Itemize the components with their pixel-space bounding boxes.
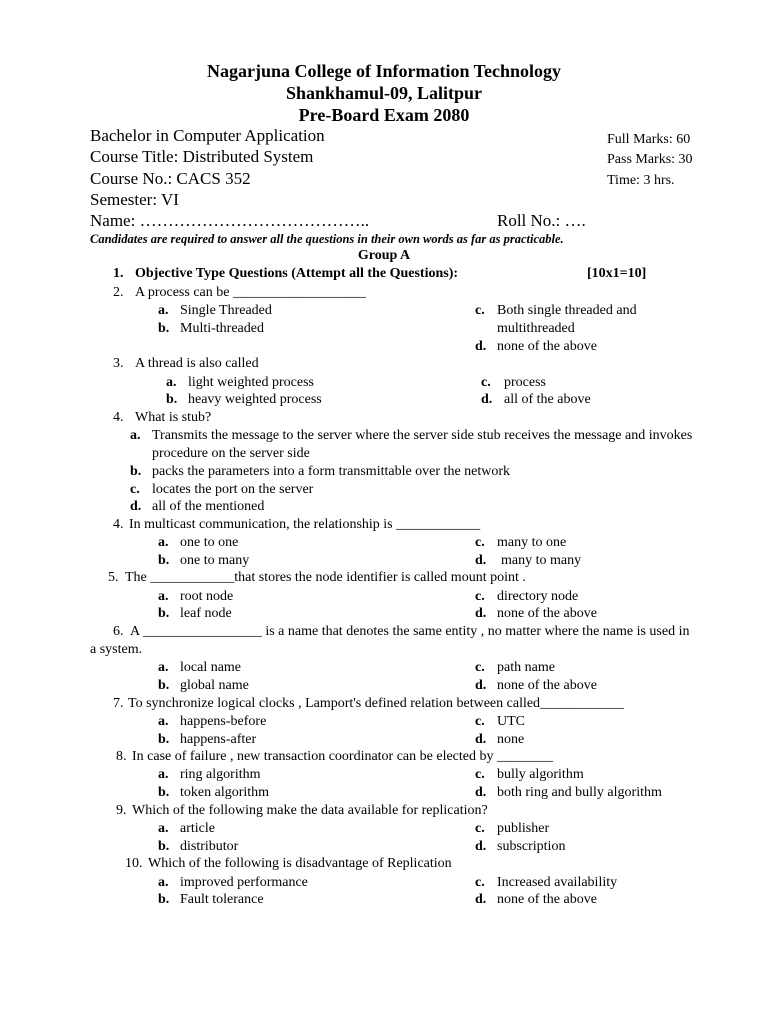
option-label: a. bbox=[158, 535, 169, 550]
option-text: bully algorithm bbox=[497, 767, 584, 782]
option-label: b. bbox=[158, 839, 170, 854]
option-text: Single Threaded bbox=[180, 303, 272, 318]
option-label: a. bbox=[158, 875, 169, 890]
option-label: b. bbox=[166, 392, 178, 407]
course-title: Course Title: Distributed System bbox=[90, 147, 314, 166]
option-label: c. bbox=[475, 303, 485, 318]
option-label: d. bbox=[475, 339, 487, 354]
option-text: article bbox=[180, 821, 215, 836]
question-text: A process can be ___________________ bbox=[135, 285, 366, 300]
option-label: a. bbox=[158, 714, 169, 729]
option-label: a. bbox=[130, 428, 141, 443]
course-number: Course No.: CACS 352 bbox=[90, 169, 251, 188]
option-label: d. bbox=[130, 499, 142, 514]
option-label: d. bbox=[475, 606, 487, 621]
option-text: packs the parameters into a form transmittable over the network bbox=[152, 464, 511, 479]
college-address: Shankhamul-09, Lalitpur bbox=[285, 83, 483, 103]
exam-time: Time: 3 hrs. bbox=[607, 173, 675, 188]
pass-marks: Pass Marks: 30 bbox=[607, 152, 693, 167]
question-text: In case of failure , new transaction coordinator can be elected by ________ bbox=[132, 749, 553, 764]
option-text: both ring and bully algorithm bbox=[497, 785, 662, 800]
option-label: a. bbox=[158, 589, 169, 604]
option-label: c. bbox=[130, 482, 140, 497]
option-text-continued: multithreaded bbox=[497, 321, 575, 336]
instructions: Candidates are required to answer all the questions in their own words as far as practicable. bbox=[90, 232, 564, 246]
option-label: c. bbox=[475, 767, 485, 782]
option-text: all of the mentioned bbox=[152, 499, 265, 514]
option-label: a. bbox=[158, 767, 169, 782]
option-label: b. bbox=[158, 553, 170, 568]
option-label: a. bbox=[158, 303, 169, 318]
question-text: Which of the following is disadvantage of Replication bbox=[148, 856, 452, 871]
option-text: Multi-threaded bbox=[180, 321, 264, 336]
section-marks: [10x1=10] bbox=[587, 266, 647, 281]
option-text: distributor bbox=[180, 839, 239, 854]
option-label: c. bbox=[475, 875, 485, 890]
college-title: Nagarjuna College of Information Technology bbox=[206, 61, 561, 81]
option-text: UTC bbox=[497, 714, 525, 729]
question-text: A thread is also called bbox=[135, 356, 259, 371]
option-text: many to many bbox=[501, 553, 582, 568]
question-text: A _________________ is a name that denotes the same entity , no matter where the name is used in bbox=[130, 624, 690, 639]
question-text: The ____________that stores the node identifier is called mount point . bbox=[125, 570, 526, 585]
option-text: Fault tolerance bbox=[180, 892, 264, 907]
option-text: ring algorithm bbox=[180, 767, 261, 782]
question-number: 8. bbox=[116, 749, 127, 764]
question-text-continued: a system. bbox=[90, 642, 143, 657]
question-number: 4. bbox=[113, 517, 124, 532]
option-text: token algorithm bbox=[180, 785, 270, 800]
question-number: 10. bbox=[125, 856, 143, 871]
question-number: 6. bbox=[113, 624, 124, 639]
option-label: c. bbox=[481, 375, 491, 390]
option-text: publisher bbox=[497, 821, 550, 836]
option-text: one to one bbox=[180, 535, 239, 550]
option-label: d. bbox=[475, 678, 487, 693]
option-text: many to one bbox=[497, 535, 567, 550]
option-text: root node bbox=[180, 589, 234, 604]
question-number: 5. bbox=[108, 570, 119, 585]
question-text: What is stub? bbox=[135, 410, 212, 425]
question-text: To synchronize logical clocks , Lamport's defined relation between called____________ bbox=[128, 696, 625, 711]
option-label: b. bbox=[130, 464, 142, 479]
option-label: b. bbox=[158, 785, 170, 800]
program-name: Bachelor in Computer Application bbox=[90, 126, 325, 145]
option-text: happens-before bbox=[180, 714, 267, 729]
question-number: 3. bbox=[113, 356, 124, 371]
option-label: d. bbox=[481, 392, 493, 407]
option-text: global name bbox=[180, 678, 249, 693]
option-label: b. bbox=[158, 606, 170, 621]
option-text: locates the port on the server bbox=[152, 482, 314, 497]
option-text: none of the above bbox=[497, 339, 597, 354]
option-text: Both single threaded and bbox=[497, 303, 637, 318]
option-text: process bbox=[504, 375, 546, 390]
option-label: c. bbox=[475, 821, 485, 836]
option-label: b. bbox=[158, 678, 170, 693]
option-label: c. bbox=[475, 714, 485, 729]
question-text: Which of the following make the data available for replication? bbox=[132, 803, 488, 818]
option-label: a. bbox=[166, 375, 177, 390]
option-label: d. bbox=[475, 553, 487, 568]
option-text: subscription bbox=[497, 839, 566, 854]
option-text: happens-after bbox=[180, 732, 257, 747]
option-text: all of the above bbox=[504, 392, 591, 407]
option-text: path name bbox=[497, 660, 555, 675]
option-label: b. bbox=[158, 732, 170, 747]
question-number: 4. bbox=[113, 410, 124, 425]
question-number: 9. bbox=[116, 803, 127, 818]
question-text: In multicast communication, the relationship is ____________ bbox=[129, 517, 481, 532]
option-label: c. bbox=[475, 535, 485, 550]
option-label: c. bbox=[475, 589, 485, 604]
option-text: none bbox=[497, 732, 525, 747]
option-label: b. bbox=[158, 321, 170, 336]
option-text: leaf node bbox=[180, 606, 232, 621]
option-label: a. bbox=[158, 821, 169, 836]
section-number: 1. bbox=[113, 266, 124, 281]
option-text: one to many bbox=[180, 553, 250, 568]
group-heading: Group A bbox=[357, 248, 411, 263]
option-label: d. bbox=[475, 732, 487, 747]
option-text: none of the above bbox=[497, 678, 597, 693]
option-label: c. bbox=[475, 660, 485, 675]
option-text: light weighted process bbox=[188, 375, 314, 390]
exam-title: Pre-Board Exam 2080 bbox=[298, 105, 470, 125]
option-text: improved performance bbox=[180, 875, 308, 890]
option-text: none of the above bbox=[497, 892, 597, 907]
option-text: local name bbox=[180, 660, 242, 675]
option-text: directory node bbox=[497, 589, 579, 604]
option-label: b. bbox=[158, 892, 170, 907]
roll-number-field: Roll No.: …. bbox=[497, 211, 586, 230]
question-number: 2. bbox=[113, 285, 124, 300]
option-text: none of the above bbox=[497, 606, 597, 621]
semester: Semester: VI bbox=[90, 190, 179, 209]
question-number: 7. bbox=[113, 696, 124, 711]
option-text: Increased availability bbox=[497, 875, 618, 890]
student-name-field: Name: ………………………………….. bbox=[90, 211, 370, 230]
option-text: heavy weighted process bbox=[188, 392, 322, 407]
option-label: d. bbox=[475, 892, 487, 907]
section-title: Objective Type Questions (Attempt all the Questions): bbox=[135, 266, 459, 281]
option-text-continued: procedure on the server side bbox=[152, 446, 310, 461]
option-label: d. bbox=[475, 785, 487, 800]
option-label: d. bbox=[475, 839, 487, 854]
option-label: a. bbox=[158, 660, 169, 675]
full-marks: Full Marks: 60 bbox=[607, 132, 691, 147]
option-text: Transmits the message to the server where the server side stub receives the message and invokes bbox=[152, 428, 693, 443]
